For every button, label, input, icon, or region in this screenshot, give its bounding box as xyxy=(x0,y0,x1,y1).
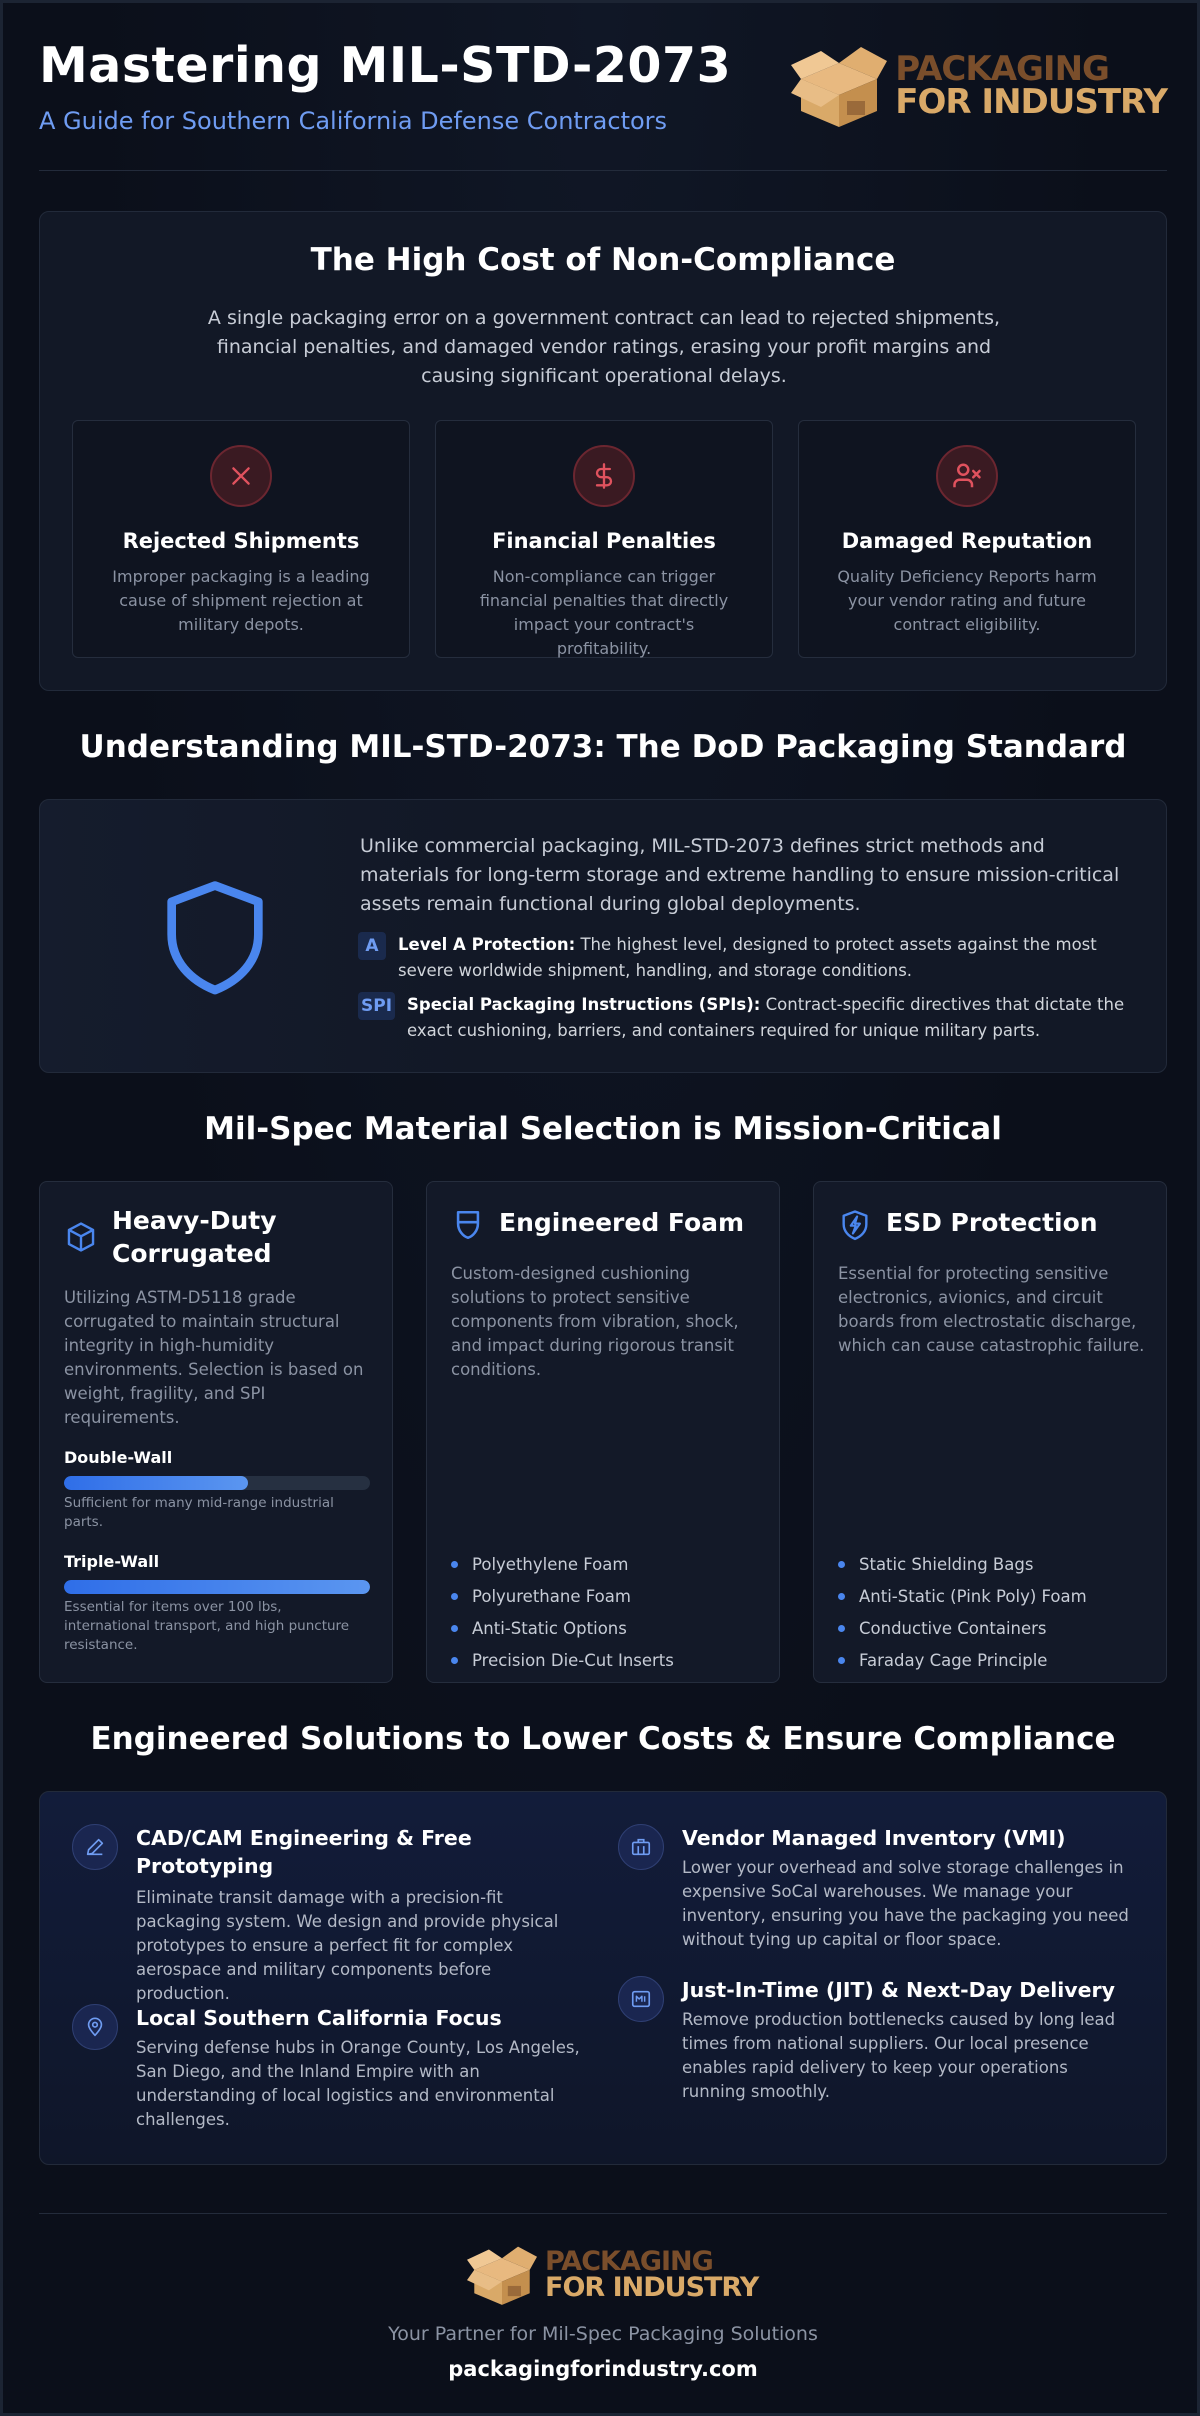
bullet-dot-icon xyxy=(838,1593,845,1600)
triple-wall-bar xyxy=(64,1580,370,1594)
risk-text: Non-compliance can trigger financial penalties that directly impact your contract's profitability. xyxy=(479,567,729,658)
material-text: Essential for protecting sensitive electronics, avionics, and circuit boards from electrostatic discharge, which can cause catastrophic failure. xyxy=(838,1264,1145,1355)
solution-vmi xyxy=(618,1824,1129,1964)
double-wall-bar xyxy=(64,1476,370,1490)
risk-card-financial xyxy=(435,420,773,658)
solution-title: CAD/CAM Engineering & Free Prototyping xyxy=(136,1826,472,1878)
solution-jit xyxy=(618,1976,1118,2116)
list-item-label: Polyurethane Foam xyxy=(472,1586,631,1606)
risk-text: Improper packaging is a leading cause of shipment rejection at military depots. xyxy=(112,567,370,634)
shield-bolt-icon xyxy=(838,1208,872,1242)
risk-card-rejected xyxy=(72,420,410,658)
list-item-label: Anti-Static (Pink Poly) Foam xyxy=(859,1586,1087,1606)
risk-title: Damaged Reputation xyxy=(841,529,1093,553)
bullet-dot-icon xyxy=(838,1657,845,1664)
material-text: Utilizing ASTM-D5118 grade corrugated to maintain structural integrity in high-humidity environments. Selection is based on weight, fragility, and SPI requirements. xyxy=(64,1288,364,1427)
bullet-dot-icon xyxy=(451,1657,458,1664)
understanding-card xyxy=(39,799,1167,1073)
level-title: Special Packaging Instructions (SPIs): xyxy=(407,995,761,1014)
bullet-dot-icon xyxy=(838,1561,845,1568)
material-text: Custom-designed cushioning solutions to protect sensitive components from vibration, shock, and impact during rigorous transit conditions. xyxy=(451,1264,739,1379)
website-link[interactable]: packagingforindustry.com xyxy=(448,2357,758,2381)
list-item xyxy=(451,1580,674,1612)
solutions-heading: Engineered Solutions to Lower Costs & Ensure Compliance xyxy=(90,1721,1116,1757)
pencil-icon xyxy=(72,1824,118,1870)
list-item xyxy=(838,1612,1087,1644)
dollar-icon xyxy=(573,445,635,507)
list-item xyxy=(838,1580,1087,1612)
level-title: Level A Protection: xyxy=(398,935,576,954)
bar-note: Essential for items over 100 lbs, international transport, and high puncture resistance. xyxy=(64,1599,350,1653)
level-badge: A xyxy=(358,932,386,960)
level-text: Contract-specific directives that dictate the exact cushioning, barriers, and containers required for unique military parts. xyxy=(407,995,1125,1040)
solution-text: Lower your overhead and solve storage challenges in expensive SoCal warehouses. We manage your inventory, ensuring you have the packaging you need without tying up capital or floor space. xyxy=(682,1858,1129,1949)
noncompliance-card xyxy=(39,211,1167,691)
list-item-label: Conductive Containers xyxy=(859,1618,1047,1638)
risk-text: Quality Deficiency Reports harm your vendor rating and future contract eligibility. xyxy=(837,567,1097,634)
bar-note: Sufficient for many mid-range industrial parts. xyxy=(64,1495,334,1530)
solutions-card xyxy=(39,1791,1167,2165)
user-x-icon xyxy=(936,445,998,507)
cushion-icon xyxy=(451,1208,485,1242)
esd-list xyxy=(838,1548,1087,1676)
solution-text: Serving defense hubs in Orange County, Los Angeles, San Diego, and the Inland Empire with an understanding of local logistics and environmental challenges. xyxy=(136,2038,580,2129)
header xyxy=(39,33,1167,171)
footer-tagline: Your Partner for Mil-Spec Packaging Solutions xyxy=(388,2323,818,2345)
logo-line2: FOR INDUSTRY xyxy=(545,2272,759,2303)
spi-item xyxy=(358,992,1148,1044)
logo-line1: PACKAGING xyxy=(545,2245,713,2277)
list-item xyxy=(451,1612,674,1644)
risk-title: Rejected Shipments xyxy=(122,529,360,553)
risk-title: Financial Penalties xyxy=(492,529,716,553)
bar-label: Double-Wall xyxy=(64,1448,173,1467)
cube-icon xyxy=(64,1220,98,1254)
page-subtitle: A Guide for Southern California Defense Contractors xyxy=(39,107,668,135)
material-title: Heavy-Duty Corrugated xyxy=(112,1206,277,1268)
x-icon xyxy=(210,445,272,507)
list-item xyxy=(838,1548,1087,1580)
material-title: Engineered Foam xyxy=(499,1208,745,1237)
bullet-dot-icon xyxy=(838,1625,845,1632)
solution-local xyxy=(72,2004,580,2144)
shield-icon xyxy=(150,872,280,1002)
noncompliance-description: A single packaging error on a government contract can lead to rejected shipments, financial penalties, and damaged vendor ratings, erasing your profit margins and causing significant operational delays. xyxy=(207,307,1001,387)
box-logo-icon xyxy=(467,2243,537,2307)
solution-text: Remove production bottlenecks caused by long lead times from national suppliers. Our local presence enables rapid delivery to keep your operations running smoothly. xyxy=(682,2010,1116,2101)
list-item xyxy=(838,1644,1087,1676)
bullet-dot-icon xyxy=(451,1593,458,1600)
list-item-label: Static Shielding Bags xyxy=(859,1554,1034,1574)
level-a-item xyxy=(358,932,1148,984)
map-pin-icon xyxy=(72,2004,118,2050)
solution-title: Just-In-Time (JIT) & Next-Day Delivery xyxy=(682,1978,1116,2002)
list-item xyxy=(451,1644,674,1676)
list-item xyxy=(451,1548,674,1580)
logo-line1: PACKAGING xyxy=(895,48,1109,89)
solution-title: Vendor Managed Inventory (VMI) xyxy=(682,1826,1066,1850)
risk-card-reputation xyxy=(798,420,1136,658)
understanding-text: Unlike commercial packaging, MIL-STD-2073 defines strict methods and materials for long-term storage and extreme handling to ensure mission-critical assets remain functional during global deployments. xyxy=(360,835,1120,915)
solution-text: Eliminate transit damage with a precision-fit packaging system. We design and provide physical prototypes to ensure a perfect fit for complex aerospace and military components before production. xyxy=(136,1888,559,2003)
list-item-label: Faraday Cage Principle xyxy=(859,1650,1048,1670)
box-logo-icon xyxy=(791,43,887,129)
level-badge: SPI xyxy=(358,992,395,1020)
material-title: ESD Protection xyxy=(886,1208,1098,1237)
warehouse-icon xyxy=(618,1824,664,1870)
material-card-esd xyxy=(813,1181,1167,1683)
logo-line2: FOR INDUSTRY xyxy=(895,82,1167,122)
bullet-dot-icon xyxy=(451,1625,458,1632)
list-item-label: Precision Die-Cut Inserts xyxy=(472,1650,674,1670)
page-title: Mastering MIL-STD-2073 xyxy=(39,37,732,94)
foam-list xyxy=(451,1548,674,1676)
list-item-label: Polyethylene Foam xyxy=(472,1554,629,1574)
bar-label: Triple-Wall xyxy=(64,1552,160,1571)
understanding-heading: Understanding MIL-STD-2073: The DoD Packaging Standard xyxy=(79,729,1127,765)
footer-logo[interactable] xyxy=(467,2243,758,2307)
footer-divider xyxy=(39,2213,1167,2214)
truck-icon xyxy=(618,1976,664,2022)
bullet-dot-icon xyxy=(451,1561,458,1568)
material-card-corrugated xyxy=(39,1181,393,1683)
materials-heading: Mil-Spec Material Selection is Mission-Critical xyxy=(204,1111,1002,1147)
solution-cad xyxy=(72,1824,572,2003)
material-card-foam xyxy=(426,1181,780,1683)
noncompliance-title: The High Cost of Non-Compliance xyxy=(310,242,896,278)
brand-logo[interactable] xyxy=(791,43,1167,129)
solution-title: Local Southern California Focus xyxy=(136,2006,502,2030)
list-item-label: Anti-Static Options xyxy=(472,1618,627,1638)
level-text: The highest level, designed to protect assets against the most severe worldwide shipment, handling, and storage conditions. xyxy=(398,935,1097,980)
